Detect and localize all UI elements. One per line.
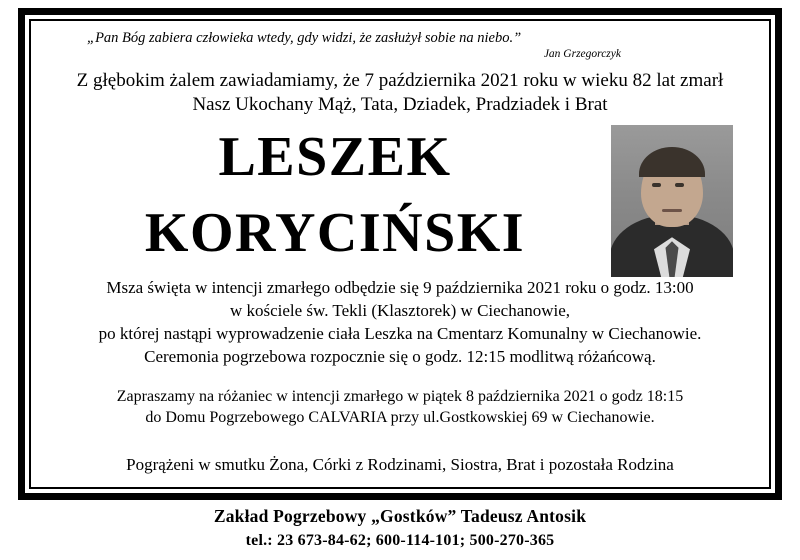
deceased-first-name: LESZEK	[218, 126, 452, 189]
mass-details	[53, 277, 747, 368]
mass-line-4: Ceremonia pogrzebowa rozpocznie się o godz. 12:15 modlitwą różańcową.	[144, 346, 656, 366]
portrait-photo	[611, 125, 733, 277]
quote-text: „Pan Bóg zabiera człowieka wtedy, gdy widzi, że zasłużył sobie na niebo.”	[87, 30, 522, 46]
rosary-line-2: do Domu Pogrzebowego CALVARIA przy ul.Gostkowskiej 69 w Ciechanowie.	[145, 409, 655, 427]
mass-line-1: Msza święta w intencji zmarłego odbędzie się 9 października 2021 roku o godz. 13:00	[106, 278, 694, 298]
mass-line-3: po której nastąpi wyprowadzenie ciała Leszka na Cmentarz Komunalny w Ciechanowie.	[98, 323, 702, 343]
rosary-details	[53, 386, 747, 428]
announcement-line-2: Nasz Ukochany Mąż, Tata, Dziadek, Pradziadek i Brat	[192, 93, 608, 115]
announcement-line-1: Z głębokim żalem zawiadamiamy, że 7 października 2021 roku w wieku 82 lat zmarł	[76, 69, 724, 91]
funeral-home-phones: tel.: 23 673-84-62; 600-114-101; 500-270-365	[245, 532, 555, 549]
photo-mouth	[662, 209, 682, 212]
mourning-border-outer	[18, 8, 782, 500]
funeral-home-name: Zakład Pogrzebowy „Gostków” Tadeusz Antosik	[213, 506, 587, 526]
deceased-name-block	[53, 126, 747, 269]
family-statement: Pogrążeni w smutku Żona, Córki z Rodzinami, Siostra, Brat i pozostała Rodzina	[126, 454, 674, 474]
photo-left-eye	[652, 183, 661, 187]
notice-content	[31, 21, 769, 487]
quote-author: Jan Grzegorczyk	[543, 47, 621, 60]
photo-right-eye	[675, 183, 684, 187]
deceased-last-name: KORYCIŃSKI	[144, 202, 526, 265]
rosary-line-1: Zapraszamy na różaniec w intencji zmarłego w piątek 8 października 2021 o godz 18:15	[116, 388, 684, 406]
announcement-block	[53, 69, 747, 118]
funeral-home-footer	[0, 506, 800, 550]
mass-line-2: w kościele św. Tekli (Klasztorek) w Ciechanowie,	[229, 301, 571, 321]
mourning-border-inner	[29, 19, 771, 489]
